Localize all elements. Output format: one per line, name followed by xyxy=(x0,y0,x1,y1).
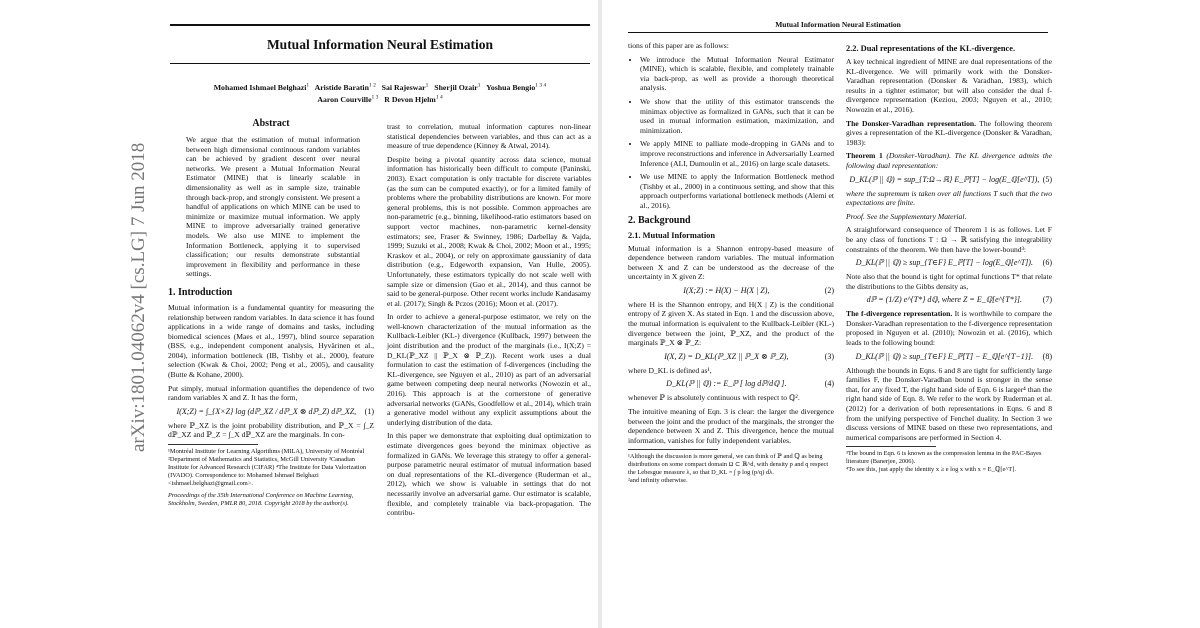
donsker-varadhan-paragraph xyxy=(846,119,1052,148)
footnote-rule xyxy=(168,444,258,445)
contribution-item: • We introduce the Mutual Information Neural Estimator (MINE), which is scalable, flexible, and completely trainable via back-prop, as well as provide a thorough theoretical analysis. xyxy=(640,55,834,93)
f-divergence-text: It is worthwhile to compare the Donsker-Varadhan representation to the f-divergence representation proposed in Nguyen et al. (2010); Nowozin et al. (2016), which leads to the following bound: xyxy=(846,309,1052,348)
col2-paragraph-4: In this paper we demonstrate that exploiting dual optimization to estimate divergences goes beyond the minimax objective as formalized in GANs. We leverage this strategy to offer a general-purpose parametric neural estimator of mutual information based on dual representations of the KL-divergence (Ruderman et al., 2012), which we show is valuable in settings that do not necessarily involve an adversarial game. Our estimator is scalable, flexible, and completely trainable via back-propagation. The contribu- xyxy=(387,431,591,518)
theorem-1-conclusion: where the supremum is taken over all functions T such that the two expectations are finite. xyxy=(846,188,1052,208)
arxiv-stamp: arXiv:1801.04062v4 [cs.LG] 7 Jun 2018 xyxy=(128,142,149,452)
mi-paragraph-1: Mutual information is a Shannon entropy-based measure of dependence between random variables. The mutual information between X and Z can be understood as the decrease of the uncertainty in X given Z: xyxy=(628,243,834,282)
col2-paragraph-1: trast to correlation, mutual information captures non-linear statistical dependencies between variables, and thus can act as a measure of true dependence (Kinney & Atwal, 2014). xyxy=(387,122,591,151)
equation-8-expr: D_KL(ℙ || ℚ) ≥ sup_{T∈F} E_ℙ[T] − E_ℚ[e^{T−1}]. xyxy=(855,351,1034,361)
footnote-rule xyxy=(846,446,936,447)
equation-7 xyxy=(846,295,1052,304)
equation-1 xyxy=(168,407,374,416)
footnote-4: ⁴To see this, just apply the identity x ≥ e log x with x = E_ℚ[e^T]. xyxy=(846,466,1016,474)
proof-note: Proof. See the Supplementary Material. xyxy=(846,211,967,221)
equation-6-expr: D_KL(ℙ || ℚ) ≥ sup_{T∈F} E_ℙ[T] − log(E_ℚ[e^T]). xyxy=(855,258,1033,268)
contributions-intro: tions of this paper are as follows: xyxy=(628,41,729,50)
abstract-text: We argue that the estimation of mutual information between high dimensional continuous random variables can be achieved by gradient descent over neural networks. We present a Mutual Information Neural Estimator (MINE) that is linearly scalable in dimensionality as well as in sample size, trainable through back-prop, and strongly consistent. We present a handful of applications on which MINE can be used to minimize or maximize mutual information. We apply MINE to improve adversarially trained generative models. We also use MINE to implement the Information Bottleneck, applying it to supervised classification; our results demonstrate substantial improvement in flexibility and performance in these settings. xyxy=(186,135,360,279)
theorem-1 xyxy=(846,151,1052,170)
author: Aristide Baratin$^{1 2}$ xyxy=(314,82,376,92)
footnote-1: ¹Although the discussion is more general, we can think of ℙ and ℚ as being distributions on some compact domain Ω ⊂ ℝ^d, with density p and q respect the Lebesgue measure λ, so that D_KL = ∫ p log (p/q) dλ. xyxy=(628,453,829,477)
mi-paragraph-2: where H is the Shannon entropy, and H(X | Z) is the conditional entropy of Z given X. As stated in Eqn. 1 and the discussion above, the mutual information is equivalent to the Kullback-Leibler (KL-) divergence between the joint, ℙ_XZ, and the product of the marginals ℙ_X ⊗ ℙ_Z: xyxy=(628,299,834,348)
page1-left-column xyxy=(168,118,374,508)
equation-4 xyxy=(628,379,834,388)
page1-right-column xyxy=(387,122,591,522)
page2-left-column xyxy=(628,41,834,485)
equation-3-expr: I(X, Z) = D_KL(ℙ_XZ || ℙ_X ⊗ ℙ_Z), xyxy=(664,351,789,361)
footnote-2: ²and infinity otherwise. xyxy=(628,477,688,485)
author: Mohamed Ishmael Belghazi$^1$ xyxy=(213,82,310,92)
contribution-item: • We apply MINE to palliate mode-dropping in GANs and to improve reconstructions and inference in Adversarially Learned Inference (ALI, Dumoulin et al., 2016) on large scale datasets. xyxy=(640,139,834,168)
mi-paragraph-5: The intuitive meaning of Eqn. 3 is clear: the larger the divergence between the joint and the product of the marginals, the stronger the dependence between X and Z. This divergence, hence the mutual information, vanishes for fully independent variables. xyxy=(628,407,834,445)
theorem-1-text: (Donsker-Varadhan). The KL divergence admits the following dual representation: xyxy=(846,151,1052,170)
paper-title: Mutual Information Neural Estimation xyxy=(266,37,494,52)
mi-paragraph-4: whenever ℙ is absolutely continuous with respect to ℚ². xyxy=(628,393,800,403)
header-rule xyxy=(628,32,1048,33)
equation-5-expr: D_KL(ℙ || ℚ) = sup_{T:Ω→ℝ} E_ℙ[T] − log(E_ℚ[e^T]), xyxy=(849,174,1040,184)
background-heading: 2. Background xyxy=(628,214,691,226)
equation-1-expr: I(X;Z) = ∫_{X×Z} log (dℙ_XZ / dℙ_X ⊗ dℙ_Z) dℙ_XZ, xyxy=(176,406,357,416)
intro-paragraph-3: where ℙ_XZ is the joint probability distribution, and ℙ_X = ∫_Z dℙ_XZ and ℙ_Z = ∫_X dℙ_XZ are the marginals. In con- xyxy=(168,420,374,440)
dv-paragraph-2: A straightforward consequence of Theorem 1 is as follows. Let F be any class of functions T : Ω → ℝ satisfying the integrability constraints of the theorem. We then have the lower-bound³: xyxy=(846,225,1052,254)
affiliations-footnote: ¹Montréal Institute for Learning Algorithms (MILA), University of Montréal ²Department of Mathematics and Statistics, McGill University ³Canadian Institute for Advanced Research (CIFAR) ⁴The Institute for Data Valorization (IVADO). Correspondence to: Mohamed Ishmael Belghazi <ishmael.belghazi@gmail.com>. xyxy=(168,448,367,488)
equation-2 xyxy=(628,286,834,295)
equation-3 xyxy=(628,352,834,361)
donsker-varadhan-text: The following theorem gives a representation of the KL-divergence (Donsker & Varadhan, 1983): xyxy=(846,118,1052,147)
equation-2-number: (2) xyxy=(824,285,834,295)
mutual-information-heading: 2.1. Mutual Information xyxy=(628,230,716,240)
abstract-heading: Abstract xyxy=(252,118,290,129)
equation-3-number: (3) xyxy=(824,351,834,361)
equation-5-number: (5) xyxy=(1042,174,1052,184)
footnote-rule xyxy=(628,449,718,450)
page-2 xyxy=(602,0,1200,628)
equation-2-expr: I(X;Z) := H(X) − H(X | Z), xyxy=(683,285,770,295)
authors-line-2 xyxy=(170,93,590,106)
equation-4-number: (4) xyxy=(824,379,834,389)
page-1 xyxy=(0,0,598,628)
contribution-item: • We use MINE to apply the Information Bottleneck method (Tishby et al., 2000) in a continuous setting, and show that this approach outperforms variational bottleneck methods (Alemi et al., 2016). xyxy=(640,172,834,210)
theorem-1-label: Theorem 1 xyxy=(846,151,883,161)
donsker-varadhan-heading: The Donsker-Varadhan representation. xyxy=(846,118,977,128)
contribution-item: • We show that the utility of this estimator transcends the minimax objective as formalized in GANs, such that it can be used in mutual information estimation, maximization, and minimization. xyxy=(640,97,834,135)
author-list xyxy=(170,80,590,105)
intro-paragraph-1: Mutual information is a fundamental quantity for measuring the relationship between random variables. In data science it has found applications in a wide range of domains and tasks, including biomedical sciences (Maes et al., 1997), blind source separation (BSS, e.g., independent component analysis, Hyvärinen et al., 2004), information bottleneck (IB, Tishby et al., 2000), feature selection (Kwak & Choi, 2002; Peng et al., 2005), and causality (Butte & Kohane, 2000). xyxy=(168,302,374,380)
dual-representations-heading: 2.2. Dual representations of the KL-divergence. xyxy=(846,44,1016,53)
equation-6 xyxy=(846,258,1052,267)
equation-6-number: (6) xyxy=(1042,258,1052,268)
contributions-list xyxy=(628,55,834,211)
f-divergence-heading: The f-divergence representation. xyxy=(846,309,953,319)
equation-5 xyxy=(846,175,1052,184)
author: R Devon Hjelm$^{1 4}$ xyxy=(384,94,443,105)
f-divergence-paragraph xyxy=(846,309,1052,347)
equation-4-expr: D_KL(ℙ || ℚ) := E_ℙ [ log dℙ/dℚ ]. xyxy=(666,379,787,389)
authors-line-1 xyxy=(170,80,590,93)
equation-1-number: (1) xyxy=(364,406,374,416)
f-divergence-paragraph-2: Although the bounds in Eqns. 6 and 8 are tight for sufficiently large families F, the Donsker-Varadhan bound is stronger in the sense that, for any fixed T, the right hand side of Eqn. 6 is larger⁴ than the right hand side of Eqn. 8. We refer to the work by Ruderman et al. (2012) for a derivation of both representations in Eqns. 6 and 8 from the unifying perspective of Fenchel duality. In Section 3 we discuss versions of MINE based on these two representations, and numerical comparisons are performed in Section 4. xyxy=(846,365,1052,442)
author: Sai Rajeswar$^1$ xyxy=(381,82,429,92)
equation-8 xyxy=(846,352,1052,361)
dv-paragraph-3: Note also that the bound is tight for optimal functions T* that relate the distributions to the Gibbs density as, xyxy=(846,272,1052,291)
proceedings-note: Proceedings of the 35th International Conference on Machine Learning, Stockholm, Sweden, PMLR 80, 2018. Copyright 2018 by the author(s). xyxy=(168,492,354,508)
equation-8-number: (8) xyxy=(1042,351,1052,361)
title-top-rule xyxy=(170,24,590,26)
intro-paragraph-2: Put simply, mutual information quantifies the dependence of two random variables X and Z. It has the form, xyxy=(168,383,374,403)
col2-paragraph-2: Despite being a pivotal quantity across data science, mutual information has historically been difficult to compute (Paninski, 2003). Exact computation is only tractable for discrete variables (as the sum can be computed exactly), or for a limited family of problems where the probability distributions are known. For more general problems, this is not possible. Common approaches are non-parametric (e.g., binning, likelihood-ratio estimators based on support vector machines, non-parametric kernel-density estimators; see, Fraser & Swinney, 1986; Darbellay & Vajda, 1999; Suzuki et al., 2008; Kwak & Choi, 2002; Moon et al., 1995; Kraskov et al., 2004), or rely on approximate gaussianity of data distribution (e.g., Edgeworth expansion, Van Hulle, 2005). Unfortunately, these estimators typically do not scale well with sample size or dimension (Gao et al., 2014), and thus cannot be said to be general-purpose. Other recent works include Kandasamy et al. (2017); Singh & Pczos (2016); Moon et al. (2017). xyxy=(387,154,591,308)
equation-7-number: (7) xyxy=(1042,295,1052,305)
dual-paragraph-1: A key technical ingredient of MINE are dual representations of the KL-divergence. We will primarily work with the Donsker-Varadhan representation (Donsker & Varadhan, 1983), which results in a tighter estimator; but will also consider the dual f-divergence representation (Keziou, 2003; Nguyen et al., 2010; Nowozin et al., 2016). xyxy=(846,57,1052,114)
mi-paragraph-3: where D_KL is defined as¹, xyxy=(628,365,712,375)
equation-7-expr: dℙ = (1/Z) e^{T*} dℚ, where Z = E_ℚ[e^{T*}]. xyxy=(866,295,1023,305)
author: Aaron Courville$^{1 3}$ xyxy=(317,94,379,105)
running-header: Mutual Information Neural Estimation xyxy=(775,20,901,29)
page2-right-column xyxy=(846,41,1052,474)
col2-paragraph-3: In order to achieve a general-purpose estimator, we rely on the well-known characterization of the mutual information as the Kullback-Leibler (KL-) divergence (Kullback, 1997) between the joint distribution and the product of the marginals (i.e., I(X;Z) = D_KL(ℙ_XZ || ℙ_X ⊗ ℙ_Z)). Recent work uses a dual formulation to cast the estimation of f-divergences (including the KL-divergence, see Nguyen et al., 2010) as part of an adversarial game between competing deep neural networks (Nowozin et al., 2016). This approach is at the cornerstone of generative adversarial networks (GANs, Goodfellow et al., 2014), which train a generative model without any explicit assumptions about the underlying distribution of the data. xyxy=(387,312,591,427)
footnote-3: ³The bound in Eqn. 6 is known as the compression lemma in the PAC-Bayes literature (Banerjee, 2006). xyxy=(846,450,1042,466)
author: Sherjil Ozair$^1$ xyxy=(434,82,481,92)
author: Yoshua Bengio$^{1 3 4}$ xyxy=(486,82,547,92)
title-bottom-rule xyxy=(170,63,590,64)
introduction-heading: 1. Introduction xyxy=(168,286,233,298)
